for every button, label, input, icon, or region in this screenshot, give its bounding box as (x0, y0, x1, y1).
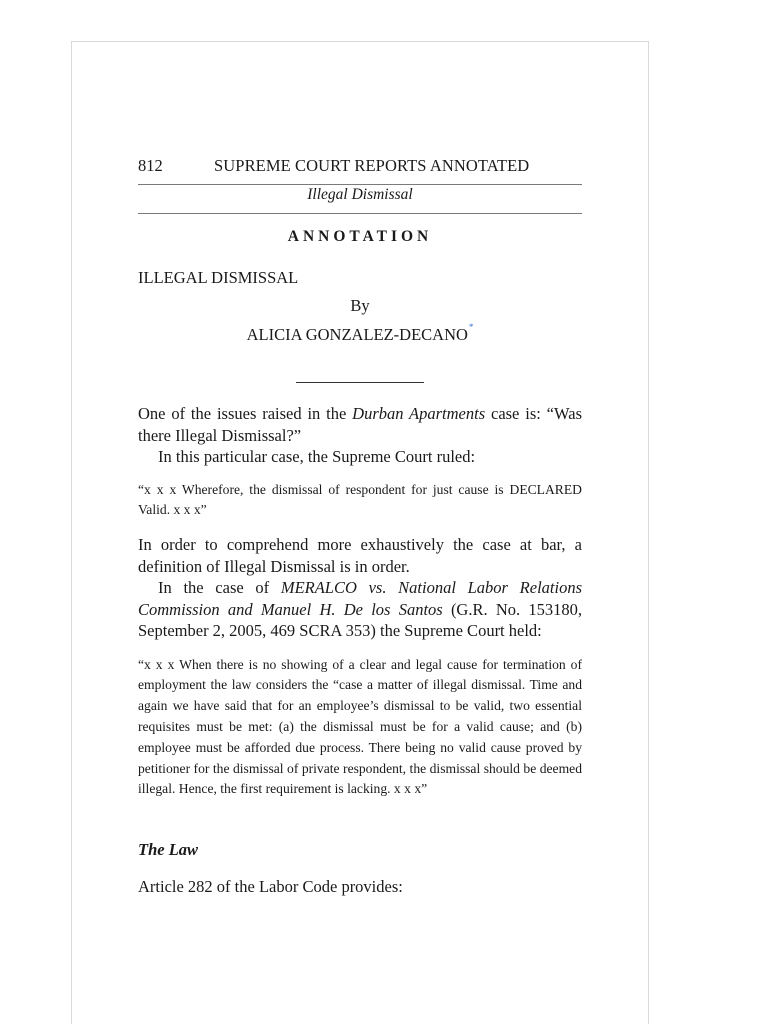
page-number: 812 (138, 156, 163, 175)
page-content (138, 150, 582, 898)
paragraph-1 (138, 403, 582, 446)
journal-title: SUPREME COURT REPORTS ANNOTATED (214, 156, 530, 175)
running-head (138, 150, 582, 184)
by-line: By (350, 296, 370, 315)
paragraph-2: In this particular case, the Supreme Court ruled: (158, 447, 476, 466)
quote-1: “x x x Wherefore, the dismissal of respondent for just cause is DECLARED Valid. x x x” (138, 481, 582, 518)
law-heading: The Law (138, 840, 199, 860)
paragraph-1-text-b: case is: “Was there Illegal Dismissal?” (138, 404, 582, 445)
paragraph-4-text-b: (G.R. No. 153180, September 2, 2005, 469 SCRA 353) the Supreme Court held: (138, 599, 582, 641)
case-name-meralco: MERALCO vs. National Labor Relations Commission and Manuel H. De los Santos (138, 578, 582, 619)
annotation-topic: ILLEGAL DISMISSAL (138, 268, 299, 287)
annotation-heading: ANNOTATION (287, 228, 433, 245)
author-name: ALICIA GONZALEZ-DECANO (246, 325, 468, 344)
paragraph-1-text-a: One of the issues raised in the (138, 404, 353, 423)
paragraph-4-text-a: In the case of (158, 578, 281, 598)
author-line (138, 316, 582, 346)
quote-2: “x x x When there is no showing of a clear and legal cause for termination of employment the law considers the “case a matter of illegal dismissal. Time and again we have said that for an employee’s dismissal to be valid, two essential requisites must be met: (a) the dismissal must be for a valid cause; and (b) employee must be afforded due process. There being no valid cause proved by petitioner for the dismissal of private respondent, the dismissal should be deemed illegal. Hence, the first requirement is lacking. x x x” (138, 656, 582, 797)
section-head: Illegal Dismissal (307, 186, 413, 203)
paragraph-3: In order to comprehend more exhaustively the case at bar, a definition of Illegal Dismissal is in order. (138, 535, 582, 576)
section-divider (296, 382, 424, 383)
case-name-durban: Durban Apartments (352, 404, 486, 423)
paragraph-5: Article 282 of the Labor Code provides: (138, 877, 403, 897)
paragraph-4 (138, 577, 582, 642)
footnote-link[interactable]: * (468, 322, 474, 332)
header-rule-bottom (138, 213, 582, 214)
